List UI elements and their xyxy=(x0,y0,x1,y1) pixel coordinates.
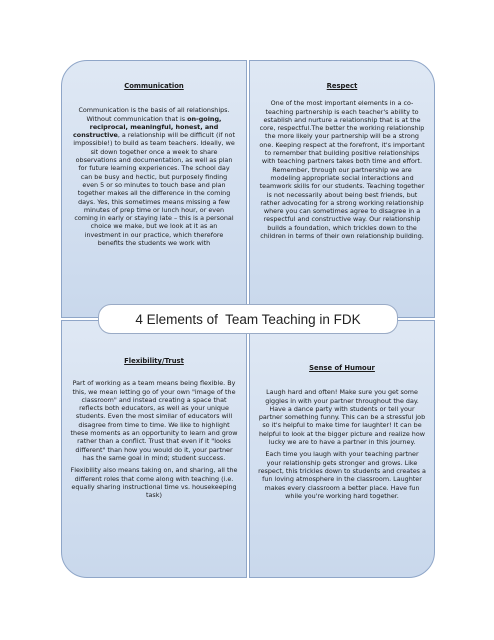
communication-panel xyxy=(61,60,247,318)
communication-text-bold: on-going, reciprocal, meaningful, honest, and constructive xyxy=(73,114,222,140)
communication-text-start: Communication is the basis of all relationships. Without communication that is xyxy=(78,106,230,123)
flexibility-panel xyxy=(61,320,247,578)
respect-text: One of the most important elements in a co-teaching partnership is each teacher's ability to establish and nurture a relationship that is at the core, respectful.The better the working relationship the more likely your partnership will be a strong one. Keeping respect at the forefront, it's important to remember that building positive relationships with teaching partners takes both time and effort. Remember, through our partnership we are modeling appropriate social interactions and teamwork skills for our students. Teaching together is not necessarily about being best friends, but rather advocating for a strong working relationship where you can sometimes agree to disagree in a respectful and constructive way. Our relationship builds a foundation, which trickles down to the children in terms of their own relationship building. xyxy=(259,99,425,241)
humour-text-2: Each time you laugh with your teaching partner your relationship gets stronger and grows. Like respect, this trickles down to students and creates a fun loving atmosphere in the classroom. Laughter makes every classroom a better place. Have fun while you're working hard together. xyxy=(258,450,426,500)
humour-panel xyxy=(249,320,435,578)
communication-text xyxy=(72,106,236,247)
center-title-banner xyxy=(98,304,398,334)
humour-text-1: Laugh hard and often! Make sure you get some giggles in with your partner throughout the day. Have a dance party with students or tell your partner something funny. This can be a stressful job so it's helpful to make time for laughter! It can be helpful to look at the bigger picture and realize how lucky we are to have a partner in this journey. xyxy=(258,388,426,447)
respect-panel xyxy=(249,60,435,318)
communication-text-end: , a relationship will be difficult (if not impossible!) to build as team teachers. Ideally, we sit down together once a week to share observations and documentation, as well as plan for future learning experiences. The school day can be busy and hectic, but purposely finding even 5 or so minutes to touch base and plan together makes all the difference in the coming days. Yes, this sometimes means missing a few minutes of prep time or lunch hour, or even coming in early or staying late – this is a personal choice we make, but we look at it as an investment in our practice, which therefore benefits the students we work with xyxy=(73,131,235,248)
respect-title: Respect xyxy=(326,82,358,90)
humour-title: Sense of Humour xyxy=(309,364,375,372)
communication-title: Communication xyxy=(124,82,184,90)
flexibility-text-2: Flexibility also means taking on, and sharing, all the different roles that come along with teaching (i.e. equally sharing instructional time vs. housekeeping task) xyxy=(70,466,238,500)
banner-title: 4 Elements of Team Teaching in FDK xyxy=(135,311,361,327)
flexibility-title: Flexibility/Trust xyxy=(124,357,184,365)
flexibility-text-1: Part of working as a team means being flexible. By this, we mean letting go of your own "image of the classroom" and instead creating a space that reflects both educators, as well as your unique students. Even the most similar of educators will disagree from time to time. We like to highlight these moments as an opportunity to learn and grow rather than a conflict. Trust that even if it "looks different" than how you would do it, your partner has the same goal in mind; student success. xyxy=(70,379,238,462)
